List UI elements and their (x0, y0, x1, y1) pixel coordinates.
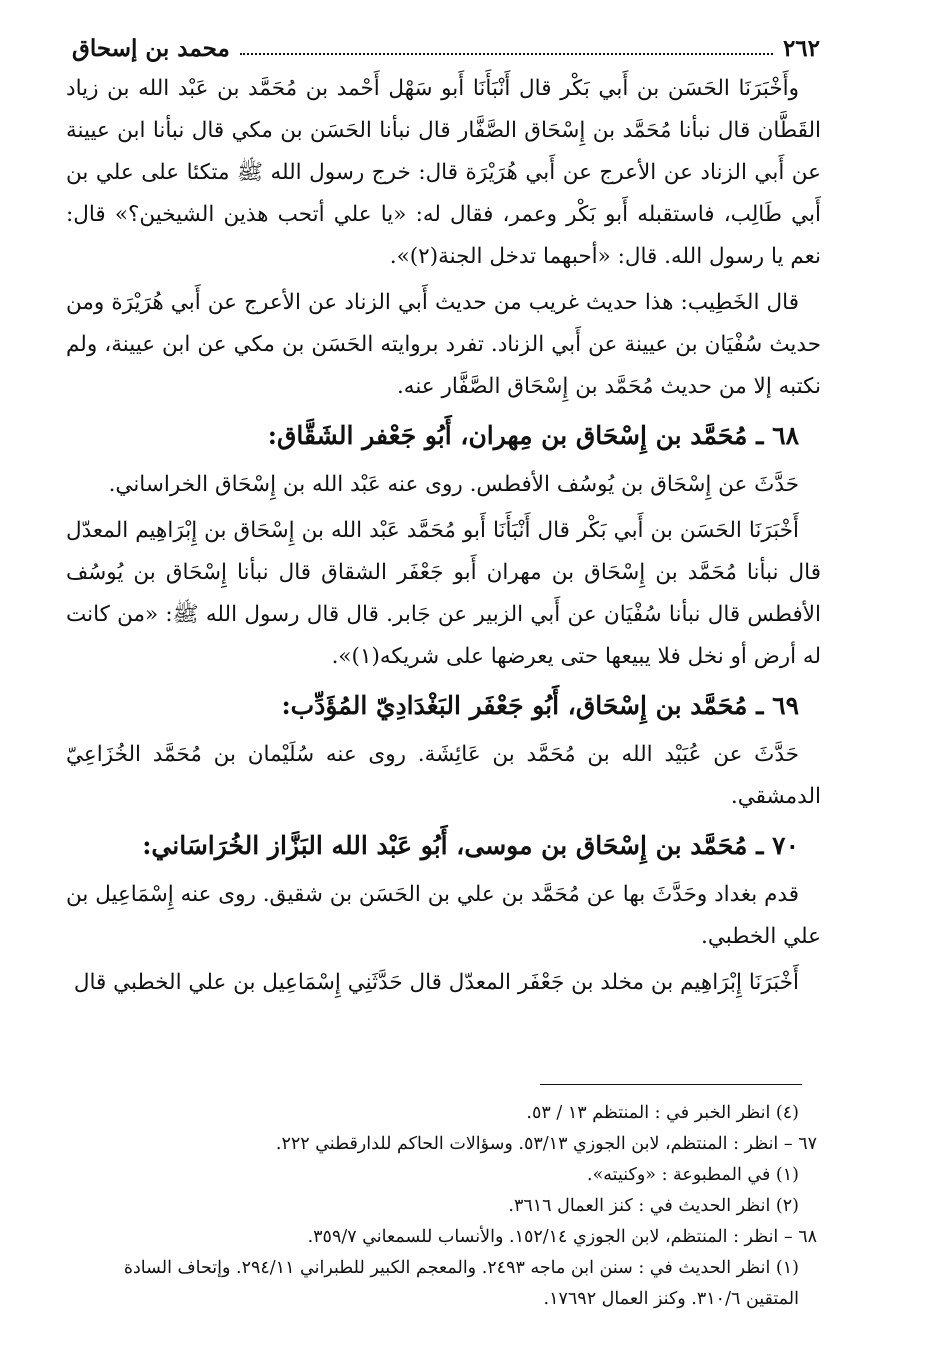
footnote-separator (540, 1084, 802, 1085)
paragraph-entry-68-hadith: أَخْبَرَنَا الحَسَن بن أَبي بَكْر قال أَنْبَأَنَا أَبو مُحَمَّد عَبْد الله بن إِسْحَاق بن إِبْرَاهِيم المعدّل قال نبأنا مُحَمَّد بن إِسْحَاق بن مهران أَبو جَعْفَر الشقاق قال نبأنا إِسْحَاق بن يُوسُف الأفطس قال نبأنا سُفْيَان عن أَبي الزبير عن جَابر. قال قال رسول الله ﷺ: «من كانت له أرض أو نخل فلا يبيعها حتى يعرضها على شريكه(١)». (66, 518, 821, 669)
entry-heading-68: ٦٨ ـ مُحَمَّد بن إِسْحَاق بن مِهران، أَبُو جَعْفر الشَقَّاق: (267, 421, 799, 450)
entry-heading-69: ٦٩ ـ مُحَمَّد بن إِسْحَاق، أَبُو جَعْفَر البَغْدَادِيّ المُؤَدِّب: (281, 691, 799, 720)
footnote-entry-ref: ٦٨ – انظر : المنتظم، لابن الجوزي ١٥٢/١٤. والأنساب للسمعاني ٣٥٩/٧. (307, 1227, 817, 1247)
paragraph-entry-70-isnad: أَخْبَرَنَا إِبْرَاهِيم بن مخلد بن جَعْفَر المعدّل قال حَدَّثَنِي إِسْمَاعِيل بن علي الخطبي قال (73, 970, 799, 995)
paragraph-entry-70-intro: قدم بغداد وحَدَّثَ بها عن مُحَمَّد بن علي بن الحَسَن بن شقيق. روى عنه إِسْمَاعِيل بن علي الخطبي. (66, 882, 821, 949)
footnote: (٢) انظر الحديث في : كنز العمال ٣٦١٦. (508, 1196, 799, 1216)
paragraph-hadith-1: وأَخْبَرَنَا الحَسَن بن أَبي بَكْر قال أَنْبَأَنَا أَبو سَهْل أَحْمد بن مُحَمَّد بن عَبْد الله بن زياد القَطَّان قال نبأنا مُحَمَّد بن إِسْحَاق الصَّفَّار قال نبأنا الحَسَن بن مكي قال نبأنا ابن عيينة عن أَبي الزناد عن الأعرج عن أَبي هُرَيْرَة قال: خرج رسول الله ﷺ متكئا على علي بن أَبي طَالِب، فاستقبله أَبو بَكْر وعمر، فقال له: «يا علي أتحب هذين الشيخين؟» قال: نعم يا رسول الله. قال: «أحبهما تدخل الجنة(٢)». (66, 76, 821, 269)
running-title: محمد بن إسحاق (72, 35, 230, 62)
footnote: (١) في المطبوعة : «وكنيته». (587, 1165, 799, 1185)
paragraph-entry-68-intro: حَدَّثَ عن إِسْحَاق بن يُوسُف الأفطس. روى عنه عَبْد الله بن إِسْحَاق الخراساني. (108, 472, 799, 497)
footnote: (١) انظر الحديث في : سنن ابن ماجه ٢٤٩٣. والمعجم الكبير للطبراني ٢٩٤/١١. وإتحاف السادة المتقين ٣١٠/٦. وكنز العمال ١٧٦٩٢. (123, 1258, 799, 1309)
main-text (66, 68, 821, 1008)
footnote-entry-ref: ٦٧ – انظر : المنتظم، لابن الجوزي ٥٣/١٣. وسؤالات الحاكم للدارقطني ٢٢٢. (275, 1134, 817, 1154)
paragraph-khatib-comment: قال الخَطِيب: هذا حديث غريب من حديث أَبي الزناد عن الأعرج عن أَبي هُرَيْرَة ومن حديث سُفْيَان بن عيينة عن أَبي الزناد. تفرد بروايته الحَسَن بن مكي عن ابن عيينة، ولم نكتبه إلا من حديث مُحَمَّد بن إِسْحَاق الصَّفَّار عنه. (66, 290, 821, 399)
page-header (72, 24, 820, 62)
footnote: (٤) انظر الخبر في : المنتظم ١٣ / ٥٣. (526, 1103, 799, 1123)
page-number: ٢٦٢ (782, 35, 820, 62)
header-dotted-rule (240, 53, 773, 55)
paragraph-entry-69: حَدَّثَ عن عُبَيْد الله بن مُحَمَّد بن عَائِشَة. روى عنه سُلَيْمان بن مُحَمَّد الخُزَاعِيّ الدمشقي. (66, 742, 821, 809)
footnotes (72, 1098, 817, 1315)
entry-heading-70: ٧٠ ـ مُحَمَّد بن إِسْحَاق بن موسى، أَبُو عَبْد الله البَزَّاز الخُرَاسَاني: (142, 831, 799, 860)
